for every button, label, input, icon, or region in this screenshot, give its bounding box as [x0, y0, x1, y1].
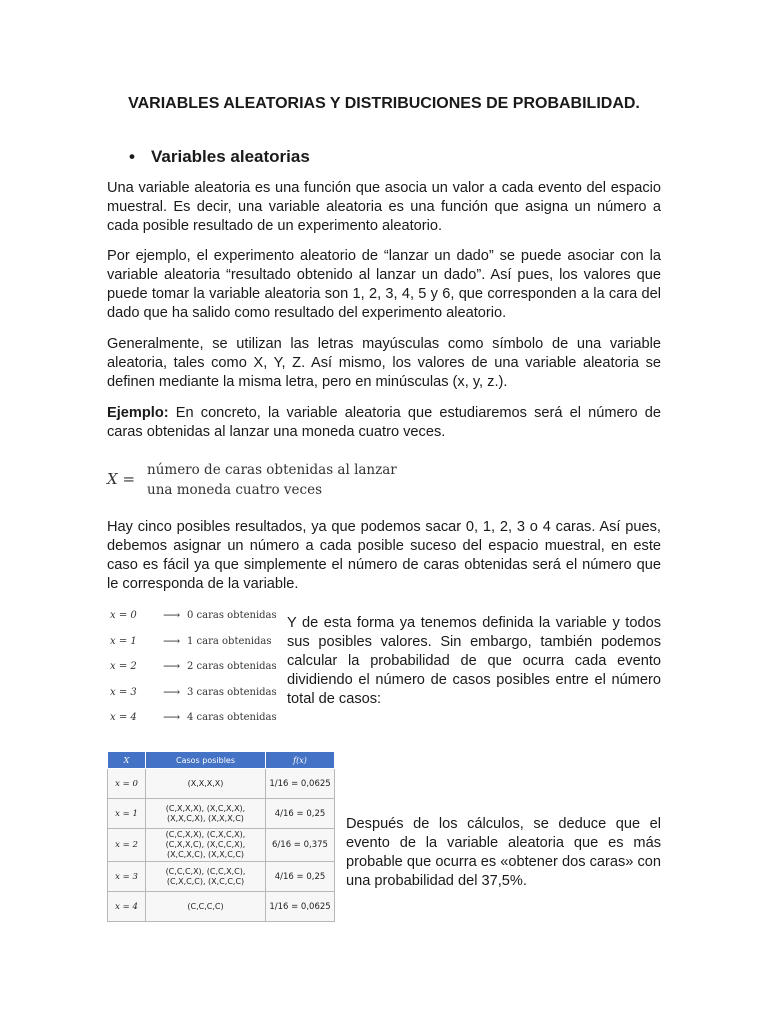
table-row [108, 769, 335, 799]
table-cell-cases: (C,C,X,X), (C,X,C,X), (C,X,X,C), (X,C,C,X), (X,C,X,C), (X,X,C,C) [146, 829, 266, 862]
mapping-row [107, 661, 277, 687]
formula-line-1: número de caras obtenidas al lanzar [147, 462, 397, 478]
arrow-icon: ⟶ [163, 608, 181, 622]
formula-lhs: X = [107, 470, 136, 488]
bullet-icon: • [129, 147, 135, 166]
paragraph-example [107, 404, 661, 442]
mapping-desc: 3 caras obtenidas [187, 686, 277, 698]
table-cell-cases: (C,X,X,X), (X,C,X,X), (X,X,C,X), (X,X,X,C) [146, 799, 266, 829]
section-heading-text: Variables aleatorias [151, 147, 310, 166]
mapping-row [107, 712, 277, 738]
section-heading [129, 147, 310, 167]
mapping-x: x = 4 [110, 712, 137, 723]
paragraph-definition: Una variable aleatoria es una función que asocia un valor a cada evento del espacio muestral. Es decir, una variable aleatoria es una función que asigna un número a cada posible resultado de un experimento aleatorio. [107, 180, 661, 234]
paragraph-dice-example: Por ejemplo, el experimento aleatorio de “lanzar un dado” se puede asociar con la variable aleatoria “resultado obtenido al lanzar un dado”. Así pues, los valores que puede tomar la variable aleatoria son 1, 2, 3, 4, 5 y 6, que corresponden a la cara del dado que ha salido como resultado del experimento aleatorio. [107, 248, 661, 321]
table-header-cases: Casos posibles [146, 752, 266, 769]
table-cell-fx: 6/16 = 0,375 [266, 829, 335, 862]
mapping-x: x = 3 [110, 686, 137, 698]
mapping-row [107, 633, 277, 662]
formula-line-2: una moneda cuatro veces [147, 482, 323, 498]
table-cell-fx: 4/16 = 0,25 [266, 862, 335, 892]
table-cell-x: x = 3 [108, 862, 146, 892]
probability-table [107, 751, 335, 922]
mapping-row [107, 610, 277, 636]
table-row [108, 892, 335, 922]
table-cell-fx: 1/16 = 0,0625 [266, 769, 335, 799]
mapping-desc: 0 caras obtenidas [187, 610, 277, 621]
arrow-icon: ⟶ [163, 710, 181, 724]
arrow-icon: ⟶ [163, 633, 181, 648]
table-row [108, 799, 335, 829]
page-title: VARIABLES ALEATORIAS Y DISTRIBUCIONES DE PROBABILIDAD. [128, 95, 640, 112]
table-cell-x: x = 4 [108, 892, 146, 922]
table-cell-cases: (C,C,C,C) [146, 892, 266, 922]
paragraph-conclusion: Después de los cálculos, se deduce que el evento de la variable aleatoria que es más probable que ocurra es «obtener dos caras» con una probabilidad del 37,5%. [346, 816, 661, 889]
table-cell-x: x = 1 [108, 799, 146, 829]
table-row [108, 829, 335, 862]
value-mapping [107, 610, 277, 738]
paragraph-notation: Generalmente, se utilizan las letras mayúsculas como símbolo de una variable aleatoria, tales como X, Y, Z. Así mismo, los valores de una variable aleatoria se definen mediante la misma letra, pero en minúsculas (x, y, z.). [107, 336, 661, 390]
arrow-icon: ⟶ [163, 684, 181, 699]
table-header-x: X [108, 752, 146, 769]
table-cell-x: x = 2 [108, 829, 146, 862]
paragraph-probability-intro: Y de esta forma ya tenemos definida la variable y todos sus posibles valores. Sin embargo, también podemos calcular la probabilidad de que ocurra cada evento dividiendo el número de casos posibles entre el número total de casos: [287, 615, 661, 707]
mapping-x: x = 2 [110, 661, 137, 672]
arrow-icon: ⟶ [163, 659, 181, 673]
mapping-x: x = 1 [110, 635, 137, 647]
example-label: Ejemplo: [107, 405, 169, 421]
table-cell-cases: (C,C,C,X), (C,C,X,C), (C,X,C,C), (X,C,C,C) [146, 862, 266, 892]
table-cell-fx: 4/16 = 0,25 [266, 799, 335, 829]
paragraph-outcomes: Hay cinco posibles resultados, ya que podemos sacar 0, 1, 2, 3 o 4 caras. Así pues, debemos asignar un número a cada posible suceso del espacio muestral, en este caso es fácil ya que simplemente el número de caras obtenidas será el número que le corresponda de la variable. [107, 519, 661, 592]
table-cell-x: x = 0 [108, 769, 146, 799]
mapping-desc: 2 caras obtenidas [187, 661, 277, 672]
table-header-fx: f(x) [266, 752, 335, 769]
mapping-x: x = 0 [110, 610, 137, 621]
mapping-desc: 4 caras obtenidas [187, 712, 277, 723]
mapping-row [107, 684, 277, 713]
table-cell-cases: (X,X,X,X) [146, 769, 266, 799]
example-text: En concreto, la variable aleatoria que estudiaremos será el número de caras obtenidas al lanzar una moneda cuatro veces. [107, 405, 661, 440]
table-header-row [108, 752, 335, 769]
table-cell-fx: 1/16 = 0,0625 [266, 892, 335, 922]
mapping-desc: 1 cara obtenidas [187, 635, 272, 647]
table-row [108, 862, 335, 892]
